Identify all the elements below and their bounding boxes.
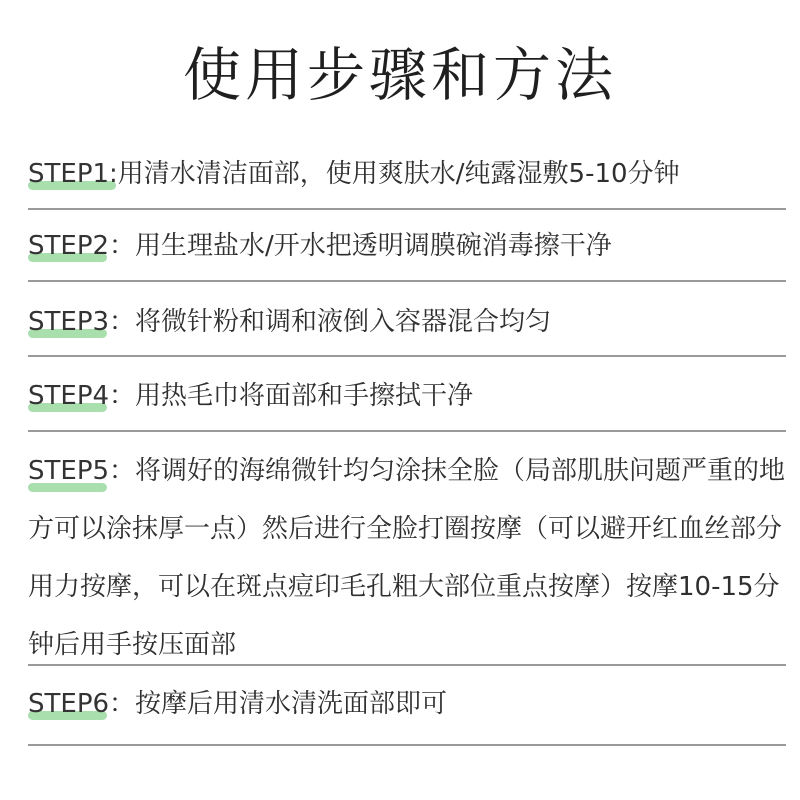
divider (28, 208, 786, 210)
divider (28, 744, 786, 746)
step-label: STEP1: (28, 150, 118, 198)
step-text: ：用热毛巾将面部和手擦拭干净 (109, 381, 474, 411)
step-text: 用清水清洁面部，使用爽肤水/纯露湿敷5-10分钟 (117, 159, 680, 189)
divider (28, 355, 786, 357)
divider (28, 280, 786, 282)
step-text: ：将调好的海绵微针均匀涂抹全脸（局部肌肤问题严重的地方可以涂抹厚一点）然后进行全脸打圈按摩（可以避开红血丝部分用力按摩，可以在斑点痘印毛孔粗大部位重点按摩）按摩10-15分钟后用手按压面部 (28, 456, 786, 660)
step-text: ：用生理盐水/开水把透明调膜碗消毒擦干净 (109, 231, 612, 261)
step-4 (28, 372, 788, 420)
step-label: STEP5 (28, 442, 109, 500)
step-5 (28, 442, 788, 674)
divider (28, 430, 786, 432)
step-2 (28, 222, 788, 270)
step-text: ：按摩后用清水清洗面部即可 (109, 689, 448, 719)
step-label: STEP6 (28, 680, 109, 728)
step-label: STEP3 (28, 298, 109, 346)
step-1 (28, 150, 788, 198)
step-6 (28, 680, 788, 728)
page-title: 使用步骤和方法 (182, 41, 617, 109)
step-label: STEP2 (28, 222, 109, 270)
divider (28, 664, 786, 666)
step-text: ：将微针粉和调和液倒入容器混合均匀 (109, 307, 552, 337)
step-3 (28, 298, 788, 346)
step-label: STEP4 (28, 372, 109, 420)
